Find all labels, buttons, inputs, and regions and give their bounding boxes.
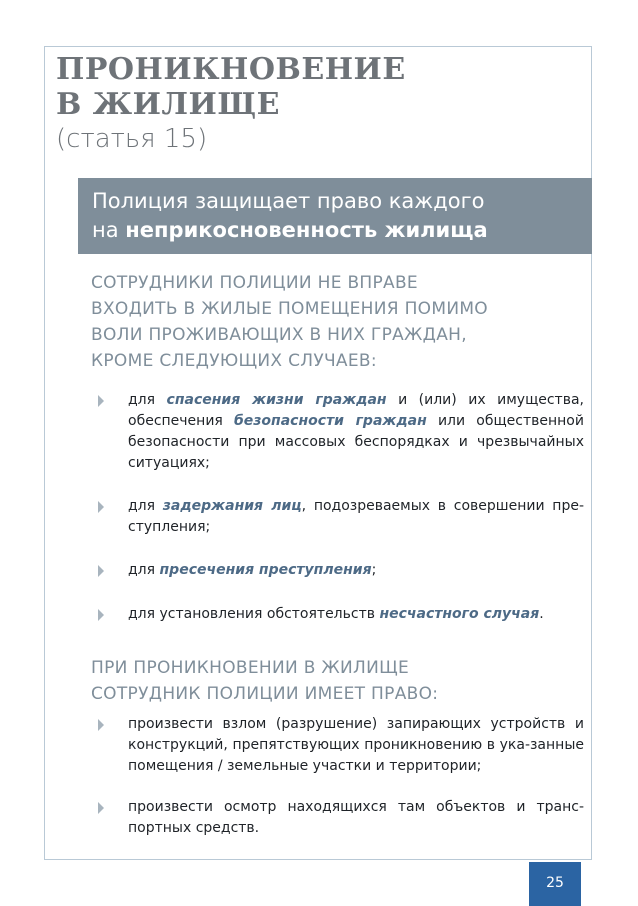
section-2-heading-line: СОТРУДНИК ПОЛИЦИИ ИМЕЕТ ПРАВО: bbox=[91, 684, 439, 704]
list-item: для установления обстоятельств несчастного случая. bbox=[98, 604, 584, 625]
section-1-heading bbox=[91, 270, 488, 374]
section-1-heading-line: ВХОДИТЬ В ЖИЛЫЕ ПОМЕЩЕНИЯ ПОМИМО bbox=[91, 299, 488, 319]
banner-line-2-bold: неприкосновенность жилища bbox=[125, 218, 488, 242]
page-number: 25 bbox=[529, 862, 581, 906]
section-1-heading-line: КРОМЕ СЛЕДУЮЩИХ СЛУЧАЕВ: bbox=[91, 351, 377, 371]
banner bbox=[78, 178, 592, 254]
section-1-heading-line: ВОЛИ ПРОЖИВАЮЩИХ В НИХ ГРАЖДАН, bbox=[91, 325, 467, 345]
banner-line-1: Полиция защищает право каждого bbox=[92, 189, 485, 213]
section-1-heading-line: СОТРУДНИКИ ПОЛИЦИИ НЕ ВПРАВЕ bbox=[91, 273, 418, 293]
triangle-bullet-icon bbox=[98, 719, 104, 731]
list-item: для задержания лиц, подозреваемых в совершении пре-ступления; bbox=[98, 496, 584, 538]
triangle-bullet-icon bbox=[98, 565, 104, 577]
list-item: произвести осмотр находящихся там объектов и транс-портных средств. bbox=[98, 797, 584, 839]
section-1-list bbox=[98, 390, 584, 625]
section-2-list bbox=[98, 714, 584, 839]
section-2-heading-line: ПРИ ПРОНИКНОВЕНИИ В ЖИЛИЩЕ bbox=[91, 658, 410, 678]
list-item: для пресечения преступления; bbox=[98, 560, 584, 581]
highlight-term: задержания лиц bbox=[162, 498, 302, 514]
highlight-term: несчастного случая bbox=[379, 606, 540, 622]
triangle-bullet-icon bbox=[98, 501, 104, 513]
page-subtitle: (статья 15) bbox=[56, 124, 208, 154]
title-block bbox=[56, 52, 406, 155]
triangle-bullet-icon bbox=[98, 802, 104, 814]
page-title-line-2: В ЖИЛИЩЕ bbox=[56, 87, 281, 122]
triangle-bullet-icon bbox=[98, 609, 104, 621]
list-item: произвести взлом (разрушение) запирающих устройств и конструкций, препятствующих проникновению в ука-занные помещения / земельные участки и территории; bbox=[98, 714, 584, 777]
list-item: для спасения жизни граждан и (или) их имущества, обеспечения безопасности граждан или общественной безопасности при массовых беспорядках и чрезвычайных ситуациях; bbox=[98, 390, 584, 474]
page-title-line-1: ПРОНИКНОВЕНИЕ bbox=[56, 52, 406, 87]
highlight-term: пресечения преступления bbox=[159, 562, 372, 578]
banner-line-2 bbox=[92, 216, 592, 245]
section-2-heading bbox=[91, 655, 438, 707]
highlight-term: безопасности граждан bbox=[234, 413, 427, 429]
highlight-term: спасения жизни граждан bbox=[166, 392, 387, 408]
banner-line-2-plain: на bbox=[92, 218, 126, 242]
triangle-bullet-icon bbox=[98, 395, 104, 407]
